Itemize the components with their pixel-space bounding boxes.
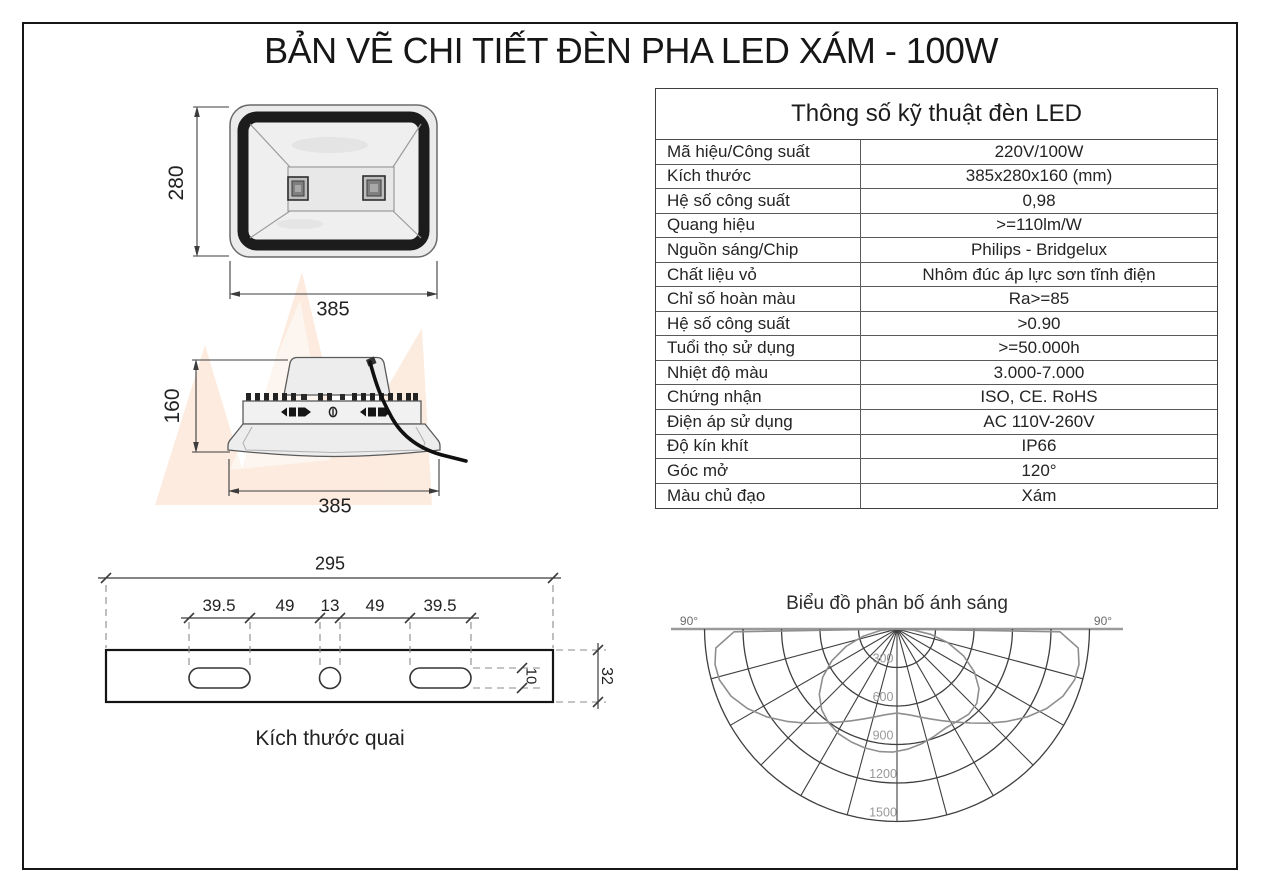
distribution-chart-title: Biểu đồ phân bố ánh sáng <box>786 593 1008 614</box>
spec-value: Nhôm đúc áp lực sơn tĩnh điện <box>922 264 1156 284</box>
bracket-dim-total-label: 295 <box>314 553 346 574</box>
led-chip-left <box>288 177 308 200</box>
svg-text:300: 300 <box>872 651 894 666</box>
spec-row <box>656 312 1217 337</box>
spec-row <box>656 385 1217 410</box>
spec-value: 220V/100W <box>994 141 1084 161</box>
spec-value: AC 110V-260V <box>983 411 1095 431</box>
side-dim-height-label: 160 <box>161 388 184 424</box>
spec-label: Mã hiệu/Công suất <box>656 140 861 164</box>
spec-label: Hệ số công suất <box>656 312 861 336</box>
angle-label-left: 90° <box>679 614 699 628</box>
bracket-subdim-label: 49 <box>365 596 385 615</box>
spec-label: Quang hiệu <box>656 214 861 238</box>
svg-text:1200: 1200 <box>869 767 897 781</box>
spec-label: Tuổi thọ sử dụng <box>656 336 861 360</box>
spec-value: >=110lm/W <box>996 215 1082 235</box>
spec-value: Philips - Bridgelux <box>970 239 1108 259</box>
bracket-hole-center <box>320 668 341 689</box>
bracket-subdim-label: 39.5 <box>423 596 457 615</box>
spec-row <box>656 140 1217 165</box>
spec-label: Góc mở <box>656 459 861 483</box>
spec-label: Chỉ số hoàn màu <box>656 287 861 311</box>
front-dim-height-lines <box>193 107 229 256</box>
bracket-slot-left <box>189 668 250 688</box>
spec-row <box>656 165 1217 190</box>
spec-value: ISO, CE. RoHS <box>980 387 1098 407</box>
spec-label: Màu chủ đạo <box>656 484 861 509</box>
bracket-dim-total-lines <box>98 573 561 583</box>
front-dim-width-lines <box>230 261 437 299</box>
spec-row <box>656 361 1217 386</box>
spec-row <box>656 484 1217 509</box>
bracket-caption: Kích thước quai <box>255 727 405 750</box>
spec-value: >=50.000h <box>998 338 1080 358</box>
bracket-subdim-label: 13 <box>320 596 340 615</box>
spec-table <box>655 88 1218 509</box>
spec-value: Xám <box>1021 485 1057 505</box>
svg-text:900: 900 <box>872 728 894 743</box>
bracket-drawing <box>98 573 606 709</box>
spec-row <box>656 459 1217 484</box>
page-title: BẢN VẼ CHI TIẾT ĐÈN PHA LED XÁM - 100W <box>264 30 998 71</box>
spec-value: Ra>=85 <box>1008 289 1070 309</box>
spec-row <box>656 410 1217 435</box>
spec-row <box>656 287 1217 312</box>
spec-label: Điện áp sử dụng <box>656 410 861 434</box>
spec-label: Độ kín khít <box>656 435 861 459</box>
front-view-drawing <box>193 105 438 299</box>
spec-value: 385x280x160 (mm) <box>965 166 1113 186</box>
spec-row <box>656 238 1217 263</box>
spec-row <box>656 214 1217 239</box>
spec-value: 0,98 <box>1022 190 1056 210</box>
side-dim-width-label: 385 <box>318 495 352 518</box>
front-dim-height-label: 280 <box>165 165 188 201</box>
spec-label: Nhiệt độ màu <box>656 361 861 385</box>
spec-row <box>656 435 1217 460</box>
spec-table-title: Thông số kỹ thuật đèn LED <box>656 89 1217 140</box>
spec-label: Chứng nhận <box>656 385 861 409</box>
spec-row <box>656 336 1217 361</box>
svg-text:1500: 1500 <box>869 805 897 820</box>
bracket-slot-height-label: 10 <box>522 667 540 685</box>
spec-label: Hệ số công suất <box>656 189 861 213</box>
spec-row <box>656 189 1217 214</box>
spec-label: Nguồn sáng/Chip <box>656 238 861 262</box>
spec-label: Kích thước <box>656 165 861 189</box>
bracket-dim-height-label: 32 <box>598 667 615 685</box>
front-dim-width-label: 385 <box>316 298 350 321</box>
spec-value: >0.90 <box>1017 313 1061 333</box>
bracket-slot-right <box>410 668 471 688</box>
spec-row <box>656 263 1217 288</box>
led-chip-right <box>363 176 385 200</box>
spec-value: 120° <box>1021 460 1057 480</box>
bracket-subdim-label: 39.5 <box>202 596 236 615</box>
angle-label-right: 90° <box>1093 614 1113 628</box>
spec-value: IP66 <box>1021 436 1057 456</box>
spec-value: 3.000-7.000 <box>993 362 1085 382</box>
polar-chart-group <box>671 629 1123 822</box>
svg-text:600: 600 <box>872 690 894 704</box>
spec-label: Chất liệu vỏ <box>656 263 861 287</box>
bracket-subdim-label: 49 <box>275 596 295 615</box>
